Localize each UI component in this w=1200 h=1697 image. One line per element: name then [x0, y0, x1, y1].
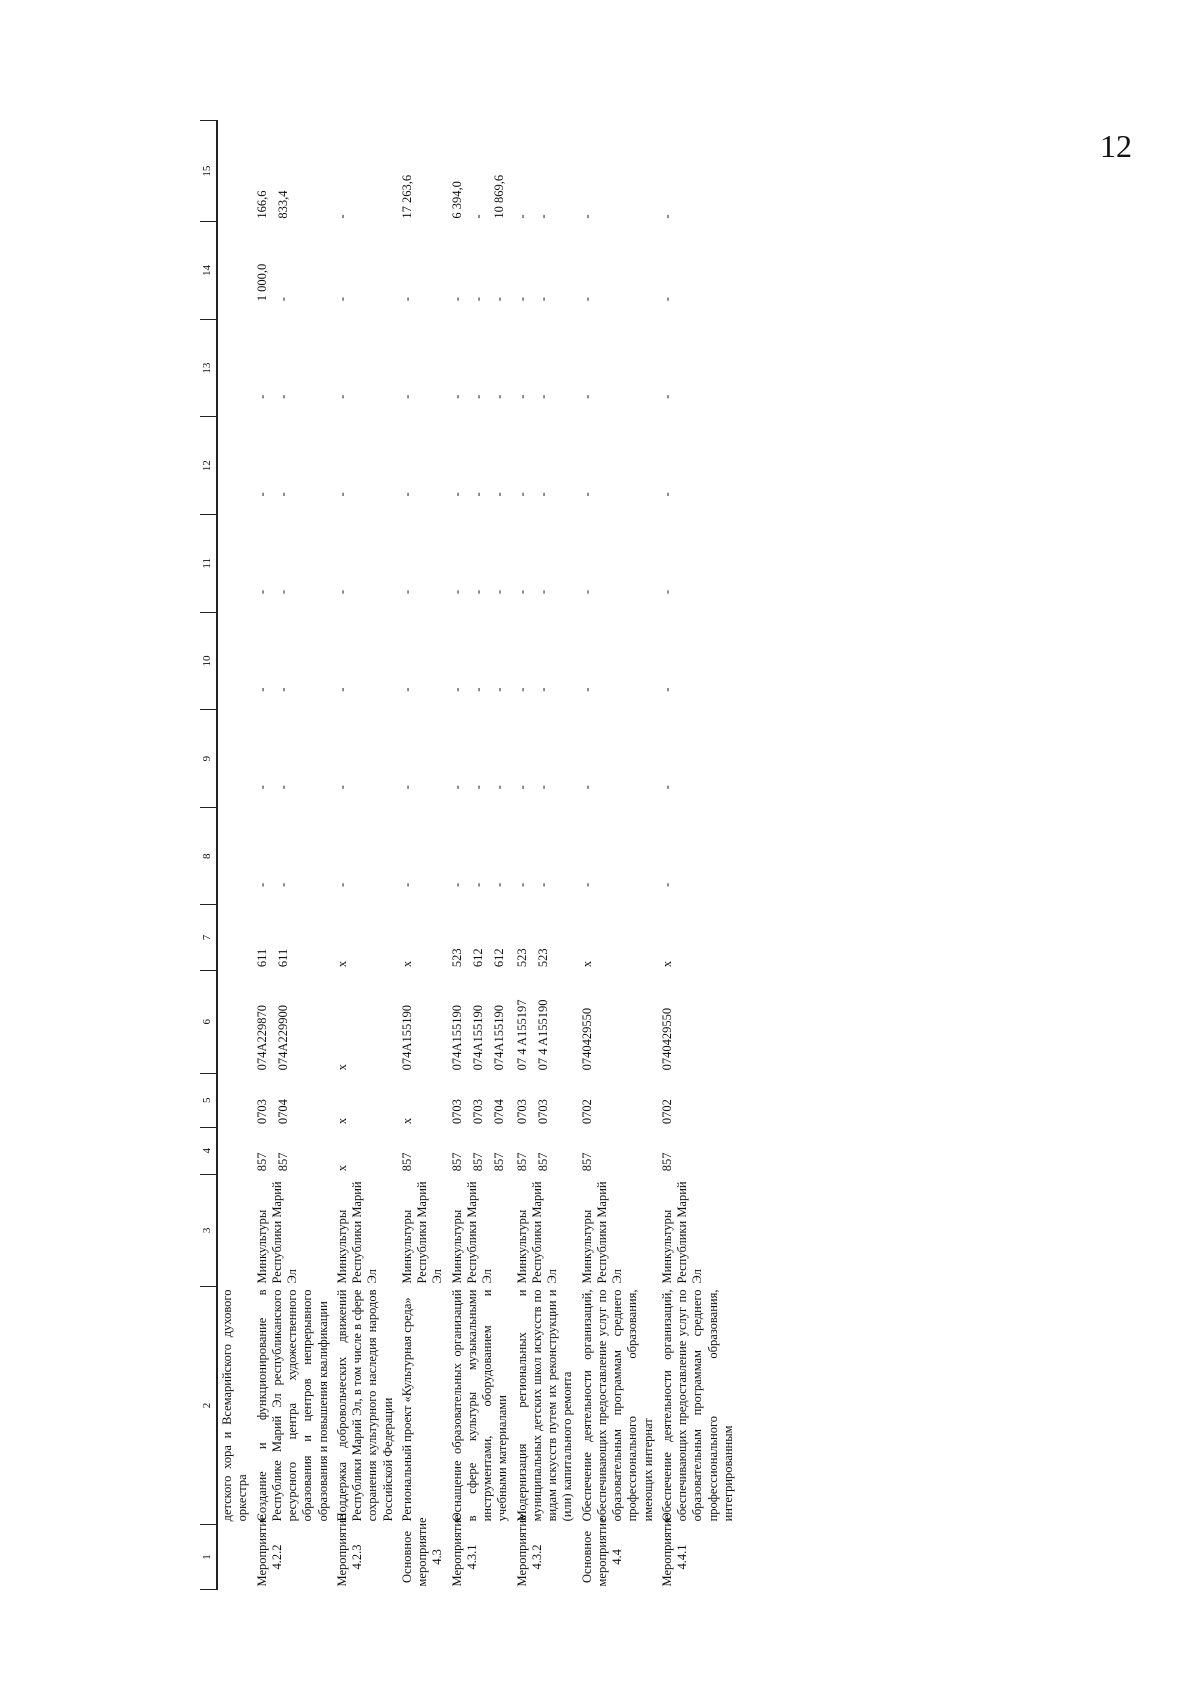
cell-value: 857: [579, 1152, 594, 1172]
column-header: 13: [200, 319, 217, 417]
cell-value: -: [514, 214, 529, 219]
table-cell-col8: [513, 807, 578, 905]
cell-value: -: [659, 687, 674, 692]
table-body: [217, 121, 738, 1590]
table-cell-col3: Минкультуры Республики Марий Эл: [334, 1181, 380, 1284]
table-cell-col9: [513, 710, 578, 808]
table-cell-col9: [448, 710, 513, 808]
column-header: 1: [200, 1524, 217, 1589]
table-cell-col6: [333, 970, 398, 1073]
table-cell-col11: [658, 515, 738, 613]
cell-value: -: [579, 214, 594, 219]
table-cell-col4: [217, 1127, 253, 1174]
cell-value: -: [399, 687, 414, 692]
table-cell-col10: [398, 612, 448, 710]
cell-value: х: [399, 960, 414, 968]
table-cell-col5: [658, 1073, 738, 1127]
table-cell-col5: [513, 1073, 578, 1127]
table-cell-col7: [333, 905, 398, 970]
cell-value: -: [334, 687, 349, 692]
cell-value: 857: [659, 1152, 674, 1172]
cell-value: -: [470, 297, 485, 302]
cell-value: 857: [514, 1152, 529, 1172]
table-cell-col13: [217, 319, 253, 417]
cell-value: -: [449, 687, 464, 692]
cell-value: -: [399, 589, 414, 595]
table-cell-col4: [398, 1127, 448, 1174]
cell-value: -: [470, 214, 485, 219]
table-cell-col13: [578, 319, 658, 417]
cell-value: 0702: [579, 1099, 594, 1125]
cell-value: -: [492, 589, 506, 595]
table-cell-col2: Модернизация региональных и муниципальных детских школ искусств по видам искусств путем их реконструкции и (или) капитального ремонта: [514, 1289, 575, 1522]
header-row: [200, 121, 217, 1590]
table-cell-col9: [398, 710, 448, 808]
table-cell-col6: [658, 970, 738, 1073]
table-cell-col10: [658, 612, 738, 710]
table-cell-col6: [448, 970, 513, 1073]
table-cell-col4: [448, 1127, 513, 1174]
cell-value: 0704: [275, 1099, 290, 1125]
table-cell-col1: Мероприятие 4.3.1: [449, 1514, 479, 1587]
cell-value: -: [535, 492, 550, 497]
table-cell-col13: [658, 319, 738, 417]
table-cell-col5: [448, 1073, 513, 1127]
cell-value: 0702: [659, 1099, 674, 1125]
rotated-table-wrapper: [200, 120, 990, 1590]
table-cell-col1: Мероприятие 4.2.3: [334, 1514, 364, 1587]
cell-value: -: [399, 394, 414, 399]
cell-value: -: [535, 882, 550, 887]
table-cell-col2: Обеспечение деятельности организаций, обеспечивающих предоставление услуг по образовательным программам среднего профессионального образования, интегрированным: [659, 1289, 735, 1522]
table-cell-col9: [658, 710, 738, 808]
table-cell-col9: [253, 710, 333, 808]
cell-value: -: [334, 882, 349, 887]
table-cell-col15: [253, 121, 333, 222]
table-cell-col7: [513, 905, 578, 970]
cell-value: -: [535, 394, 550, 399]
column-header: 2: [200, 1287, 217, 1525]
cell-value: -: [579, 687, 594, 692]
table-cell-col12: [448, 417, 513, 515]
cell-value: 0704: [492, 1099, 506, 1125]
table-cell-col5: [578, 1073, 658, 1127]
cell-value: -: [275, 785, 290, 790]
cell-value: -: [514, 394, 529, 399]
table-cell-col7: [448, 905, 513, 970]
table-cell-col4: [658, 1127, 738, 1174]
table-cell-col7: [253, 905, 333, 970]
cell-value: 0703: [254, 1099, 269, 1125]
table-cell-col14: [448, 222, 513, 320]
table-cell-col8: [253, 807, 333, 905]
table-cell-col7: [658, 905, 738, 970]
table-cell-col10: [333, 612, 398, 710]
cell-value: 0703: [449, 1099, 464, 1125]
cell-value: -: [579, 785, 594, 790]
cell-value: -: [470, 492, 485, 497]
cell-value: -: [449, 589, 464, 595]
table-cell-col1: Мероприятие 4.2.2: [254, 1514, 284, 1587]
cell-value: 857: [254, 1152, 269, 1172]
table-cell-col12: [253, 417, 333, 515]
cell-value: -: [659, 394, 674, 399]
table-cell-col5: [333, 1073, 398, 1127]
table-cell-col13: [253, 319, 333, 417]
cell-value: 074A155190: [399, 1005, 414, 1071]
cell-value: 857: [470, 1152, 485, 1172]
table-row: [658, 121, 738, 1590]
cell-value: х: [579, 960, 594, 968]
cell-value: -: [492, 785, 506, 790]
column-header: 12: [200, 417, 217, 515]
table-cell-col2: Оснащение образовательных организаций в сфере культуры музыкальными инструментами, оборудованием и учебными материалами: [449, 1289, 510, 1522]
cell-value: -: [334, 214, 349, 219]
table-cell-col13: [398, 319, 448, 417]
cell-value: 07 4 A155197: [514, 999, 529, 1071]
table-cell-col13: [513, 319, 578, 417]
cell-value: х: [334, 960, 349, 968]
table-row: [217, 121, 253, 1590]
table-cell-col3: Минкультуры Республики Марий Эл: [254, 1181, 299, 1284]
cell-value: -: [449, 297, 464, 302]
table-cell-col11: [448, 515, 513, 613]
cell-value: -: [254, 785, 269, 790]
table-cell-col9: [333, 710, 398, 808]
table-cell-col5: [398, 1073, 448, 1127]
table-row: [448, 121, 513, 1590]
cell-value: -: [579, 394, 594, 399]
table-cell-col7: [217, 905, 253, 970]
cell-value: 074A155190: [470, 1005, 485, 1071]
table-cell-col12: [217, 417, 253, 515]
cell-value: 523: [514, 948, 529, 968]
cell-value: -: [514, 297, 529, 302]
cell-value: -: [579, 589, 594, 595]
cell-value: -: [514, 687, 529, 692]
table-cell-col11: [217, 515, 253, 613]
cell-value: 0703: [535, 1099, 550, 1125]
cell-value: -: [579, 882, 594, 887]
table-cell-col10: [448, 612, 513, 710]
table-cell-col6: [253, 970, 333, 1073]
cell-value: 612: [470, 948, 485, 968]
cell-value: -: [492, 687, 506, 692]
cell-value: -: [254, 687, 269, 692]
table-cell-col14: [253, 222, 333, 320]
column-header: 11: [200, 515, 217, 613]
column-header: 9: [200, 710, 217, 808]
table-cell-col14: [513, 222, 578, 320]
table-cell-col11: [253, 515, 333, 613]
cell-value: 166,6: [254, 190, 269, 219]
cell-value: -: [399, 785, 414, 790]
table-cell-col8: [578, 807, 658, 905]
cell-value: -: [275, 492, 290, 497]
table-cell-col15: [448, 121, 513, 222]
cell-value: -: [449, 882, 464, 887]
cell-value: -: [659, 785, 674, 790]
table-cell-col10: [513, 612, 578, 710]
cell-value: -: [254, 882, 269, 887]
table-cell-col12: [333, 417, 398, 515]
table-cell-col2: Региональный проект «Культурная среда»: [399, 1297, 414, 1522]
table-cell-col1: Мероприятие 4.4.1: [659, 1514, 689, 1587]
table-cell-col3: Минкультуры Республики Марий Эл: [449, 1181, 494, 1284]
cell-value: 0740429550: [659, 1007, 674, 1071]
table-cell-col12: [513, 417, 578, 515]
cell-value: -: [470, 882, 485, 887]
cell-value: 523: [535, 948, 550, 968]
table-cell-col2: Обеспечение деятельности организаций, обеспечивающих предоставление услуг по образовательным программам среднего профессионального образования, имеющих интернат: [579, 1289, 655, 1522]
cell-value: -: [275, 297, 290, 302]
cell-value: -: [535, 785, 550, 790]
table-cell-col8: [448, 807, 513, 905]
cell-value: -: [275, 394, 290, 399]
table-cell-col14: [658, 222, 738, 320]
cell-value: -: [492, 882, 506, 887]
table-cell-col15: [578, 121, 658, 222]
table-cell-col6: [513, 970, 578, 1073]
cell-value: -: [492, 394, 506, 399]
table-cell-col4: [513, 1127, 578, 1174]
table-cell-col9: [217, 710, 253, 808]
table-cell-col3: [217, 1174, 253, 1286]
cell-value: -: [399, 492, 414, 497]
cell-value: х: [399, 1117, 414, 1125]
table-cell-col15: [513, 121, 578, 222]
cell-value: -: [514, 589, 529, 595]
table-cell-col2: детского хора и Всемарийского духового оркестра: [220, 1289, 250, 1522]
table-cell-col11: [333, 515, 398, 613]
table-row: [398, 121, 448, 1590]
cell-value: -: [514, 492, 529, 497]
cell-value: 10 869,6: [492, 174, 506, 219]
table-cell-col15: [658, 121, 738, 222]
program-table: [200, 120, 738, 1590]
column-header: 10: [200, 612, 217, 710]
table-cell-col11: [578, 515, 658, 613]
cell-value: -: [659, 297, 674, 302]
cell-value: 857: [399, 1152, 414, 1172]
cell-value: -: [470, 394, 485, 399]
cell-value: -: [449, 394, 464, 399]
cell-value: -: [334, 589, 349, 595]
cell-value: 857: [492, 1152, 506, 1172]
table-cell-col8: [658, 807, 738, 905]
cell-value: 074A229870: [254, 1005, 269, 1071]
cell-value: -: [470, 589, 485, 595]
table-cell-col12: [398, 417, 448, 515]
table-cell-col7: [578, 905, 658, 970]
cell-value: 0703: [514, 1099, 529, 1125]
cell-value: -: [514, 785, 529, 790]
table-cell-col4: [333, 1127, 398, 1174]
cell-value: -: [275, 882, 290, 887]
cell-value: -: [535, 297, 550, 302]
cell-value: 6 394,0: [449, 181, 464, 219]
table-row: [333, 121, 398, 1590]
cell-value: -: [659, 214, 674, 219]
table-cell-col1: Основное мероприятие 4.4: [579, 1517, 624, 1587]
table-cell-col14: [398, 222, 448, 320]
cell-value: 17 263,6: [399, 174, 414, 219]
cell-value: 857: [535, 1152, 550, 1172]
cell-value: 611: [254, 948, 269, 968]
cell-value: -: [492, 492, 506, 497]
cell-value: 1 000,0: [254, 263, 269, 302]
cell-value: -: [334, 297, 349, 302]
cell-value: -: [275, 687, 290, 692]
cell-value: 074A155190: [449, 1005, 464, 1071]
table-cell-col5: [253, 1073, 333, 1127]
table-cell-col8: [398, 807, 448, 905]
cell-value: 857: [449, 1152, 464, 1172]
table-cell-col11: [398, 515, 448, 613]
cell-value: -: [492, 297, 506, 302]
cell-value: 074A155190: [492, 1005, 506, 1071]
cell-value: -: [254, 394, 269, 399]
table-row: [253, 121, 333, 1590]
cell-value: -: [449, 492, 464, 497]
cell-value: -: [535, 589, 550, 595]
column-header: 8: [200, 807, 217, 905]
table-cell-col13: [333, 319, 398, 417]
cell-value: 611: [275, 948, 290, 968]
cell-value: 0703: [470, 1099, 485, 1125]
table-cell-col7: [398, 905, 448, 970]
table-cell-col10: [253, 612, 333, 710]
table-cell-col11: [513, 515, 578, 613]
cell-value: 833,4: [275, 190, 290, 219]
table-row: [578, 121, 658, 1590]
cell-value: -: [449, 785, 464, 790]
table-cell-col4: [578, 1127, 658, 1174]
table-cell-col15: [217, 121, 253, 222]
cell-value: -: [254, 589, 269, 595]
column-header: 6: [200, 970, 217, 1073]
table-cell-col14: [217, 222, 253, 320]
page-number: 12: [1100, 128, 1132, 164]
table-cell-col14: [578, 222, 658, 320]
table-cell-col3: Минкультуры Республики Марий Эл: [579, 1181, 624, 1284]
table-cell-col1: Основное мероприятие 4.3: [399, 1517, 445, 1587]
cell-value: 074A229900: [275, 1005, 290, 1071]
table-cell-col3: Минкультуры Республики Марий Эл: [399, 1181, 445, 1284]
table-cell-col3: Минкультуры Республики Марий Эл: [659, 1181, 705, 1284]
cell-value: 523: [449, 948, 464, 968]
cell-value: -: [535, 214, 550, 219]
table-cell-col4: [253, 1127, 333, 1174]
column-header: 3: [200, 1174, 217, 1286]
table-cell-col10: [578, 612, 658, 710]
table-cell-col10: [217, 612, 253, 710]
cell-value: -: [334, 394, 349, 399]
table-cell-col14: [333, 222, 398, 320]
cell-value: 0740429550: [579, 1007, 594, 1071]
table-cell-col1: [217, 1524, 253, 1589]
cell-value: 07 4 A155190: [535, 999, 550, 1071]
column-header: 15: [200, 121, 217, 222]
cell-value: -: [470, 785, 485, 790]
table-cell-col6: [217, 970, 253, 1073]
cell-value: -: [399, 882, 414, 887]
cell-value: -: [579, 492, 594, 497]
column-header: 7: [200, 905, 217, 970]
table-cell-col6: [398, 970, 448, 1073]
table-cell-col15: [333, 121, 398, 222]
table-cell-col2: Создание и функционирование в Республике Марий Эл республиканского ресурсного центра художественного образования и центров непрерывного образования и повышения квалификации: [254, 1289, 330, 1522]
table-cell-col8: [333, 807, 398, 905]
cell-value: 857: [275, 1152, 290, 1172]
cell-value: -: [659, 589, 674, 595]
column-header: 4: [200, 1127, 217, 1174]
table-cell-col6: [578, 970, 658, 1073]
table-row: [513, 121, 578, 1590]
cell-value: -: [254, 492, 269, 497]
table-cell-col3: Минкультуры Республики Марий Эл: [514, 1181, 559, 1284]
cell-value: -: [514, 882, 529, 887]
cell-value: -: [470, 687, 485, 692]
table-cell-col8: [217, 807, 253, 905]
cell-value: -: [334, 785, 349, 790]
table-header: [200, 121, 217, 1590]
table-cell-col12: [578, 417, 658, 515]
cell-value: -: [579, 297, 594, 302]
cell-value: 612: [492, 948, 506, 968]
table-cell-col12: [658, 417, 738, 515]
table-cell-col2: Поддержка добровольческих движений Республики Марий Эл, в том числе в сфере сохранения культурного наследия народов Российской Федерации: [334, 1289, 395, 1522]
table-cell-col15: [398, 121, 448, 222]
table-cell-col1: Мероприятие 4.3.2: [514, 1514, 544, 1587]
cell-value: х: [334, 1165, 349, 1172]
column-header: 5: [200, 1073, 217, 1127]
column-header: 14: [200, 222, 217, 320]
cell-value: -: [399, 297, 414, 302]
cell-value: -: [535, 687, 550, 692]
cell-value: х: [334, 1064, 349, 1071]
table-cell-col5: [217, 1073, 253, 1127]
cell-value: -: [659, 492, 674, 497]
cell-value: -: [659, 882, 674, 887]
cell-value: х: [334, 1117, 349, 1125]
cell-value: х: [659, 960, 674, 968]
table-cell-col13: [448, 319, 513, 417]
cell-value: -: [275, 589, 290, 595]
table-cell-col9: [578, 710, 658, 808]
cell-value: -: [334, 492, 349, 497]
